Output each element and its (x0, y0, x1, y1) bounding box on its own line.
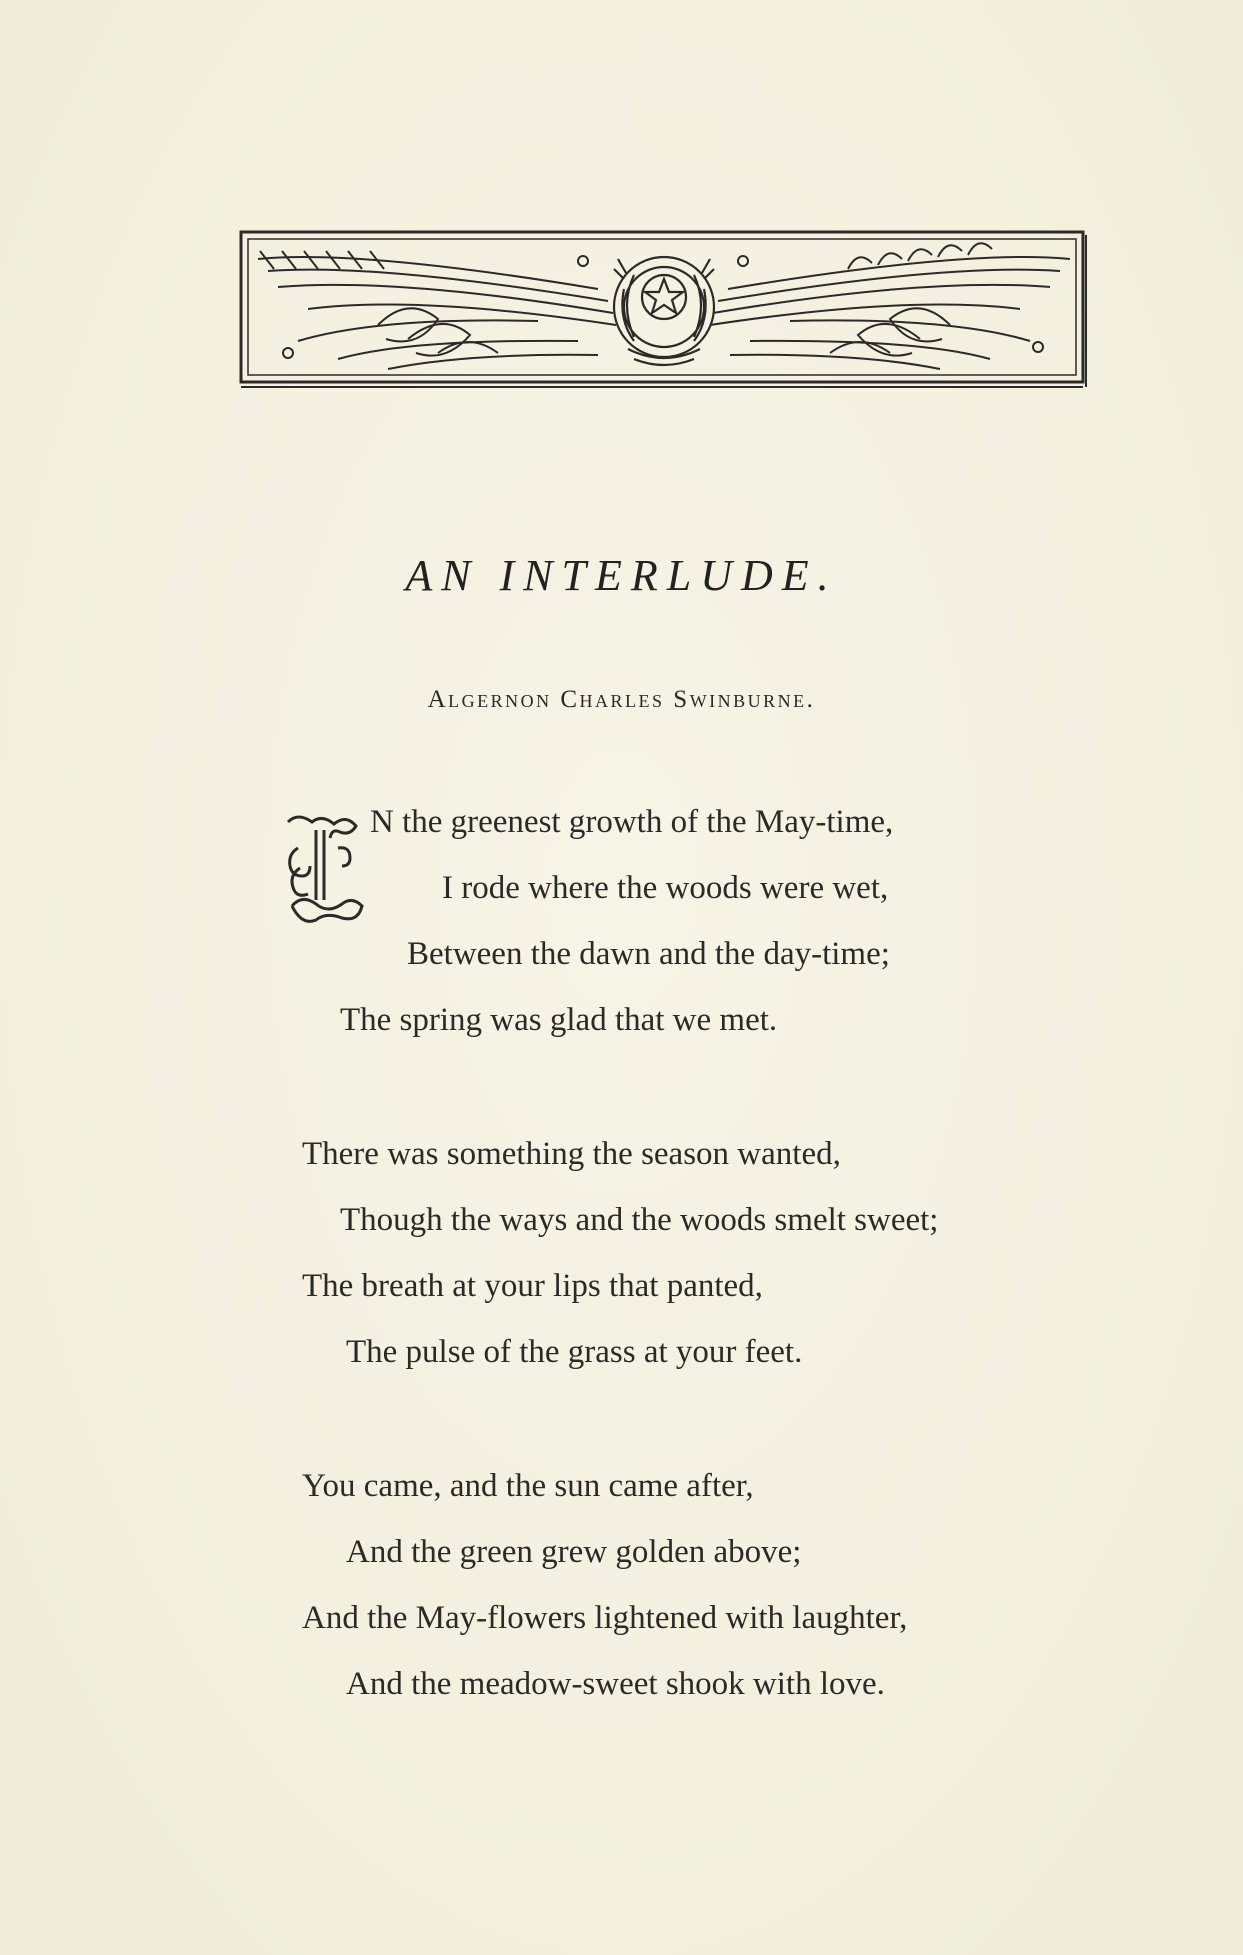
stanza-3-line-2: And the green grew golden above; (346, 1534, 802, 1570)
author-name: Algernon Charles Swinburne. (427, 686, 816, 713)
stanza-3-line-4: And the meadow-sweet shook with love. (346, 1666, 885, 1702)
stanza-3-line-1: You came, and the sun came after, (302, 1468, 754, 1504)
dropcap-ornament (278, 808, 372, 926)
stanza-1-line-2: I rode where the woods were wet, (442, 870, 889, 906)
stanza-1-line-3: Between the dawn and the day-time; (407, 936, 890, 972)
stanza-2-line-1: There was something the season wanted, (302, 1136, 841, 1172)
stanza-2-line-3: The breath at your lips that panted, (302, 1268, 763, 1304)
poem-author (0, 686, 1243, 714)
headpiece-ornament (238, 229, 1090, 391)
stanza-2-line-2: Though the ways and the woods smelt sweet; (340, 1202, 939, 1238)
poem-title: AN INTERLUDE. (405, 551, 838, 600)
stanza-3-line-3: And the May-flowers lightened with laughter, (302, 1600, 908, 1636)
stanza-1-line-1: N the greenest growth of the May-time, (370, 804, 894, 840)
stanza-2-line-4: The pulse of the grass at your feet. (346, 1334, 803, 1370)
stanza-1-line-4: The spring was glad that we met. (340, 1002, 778, 1038)
